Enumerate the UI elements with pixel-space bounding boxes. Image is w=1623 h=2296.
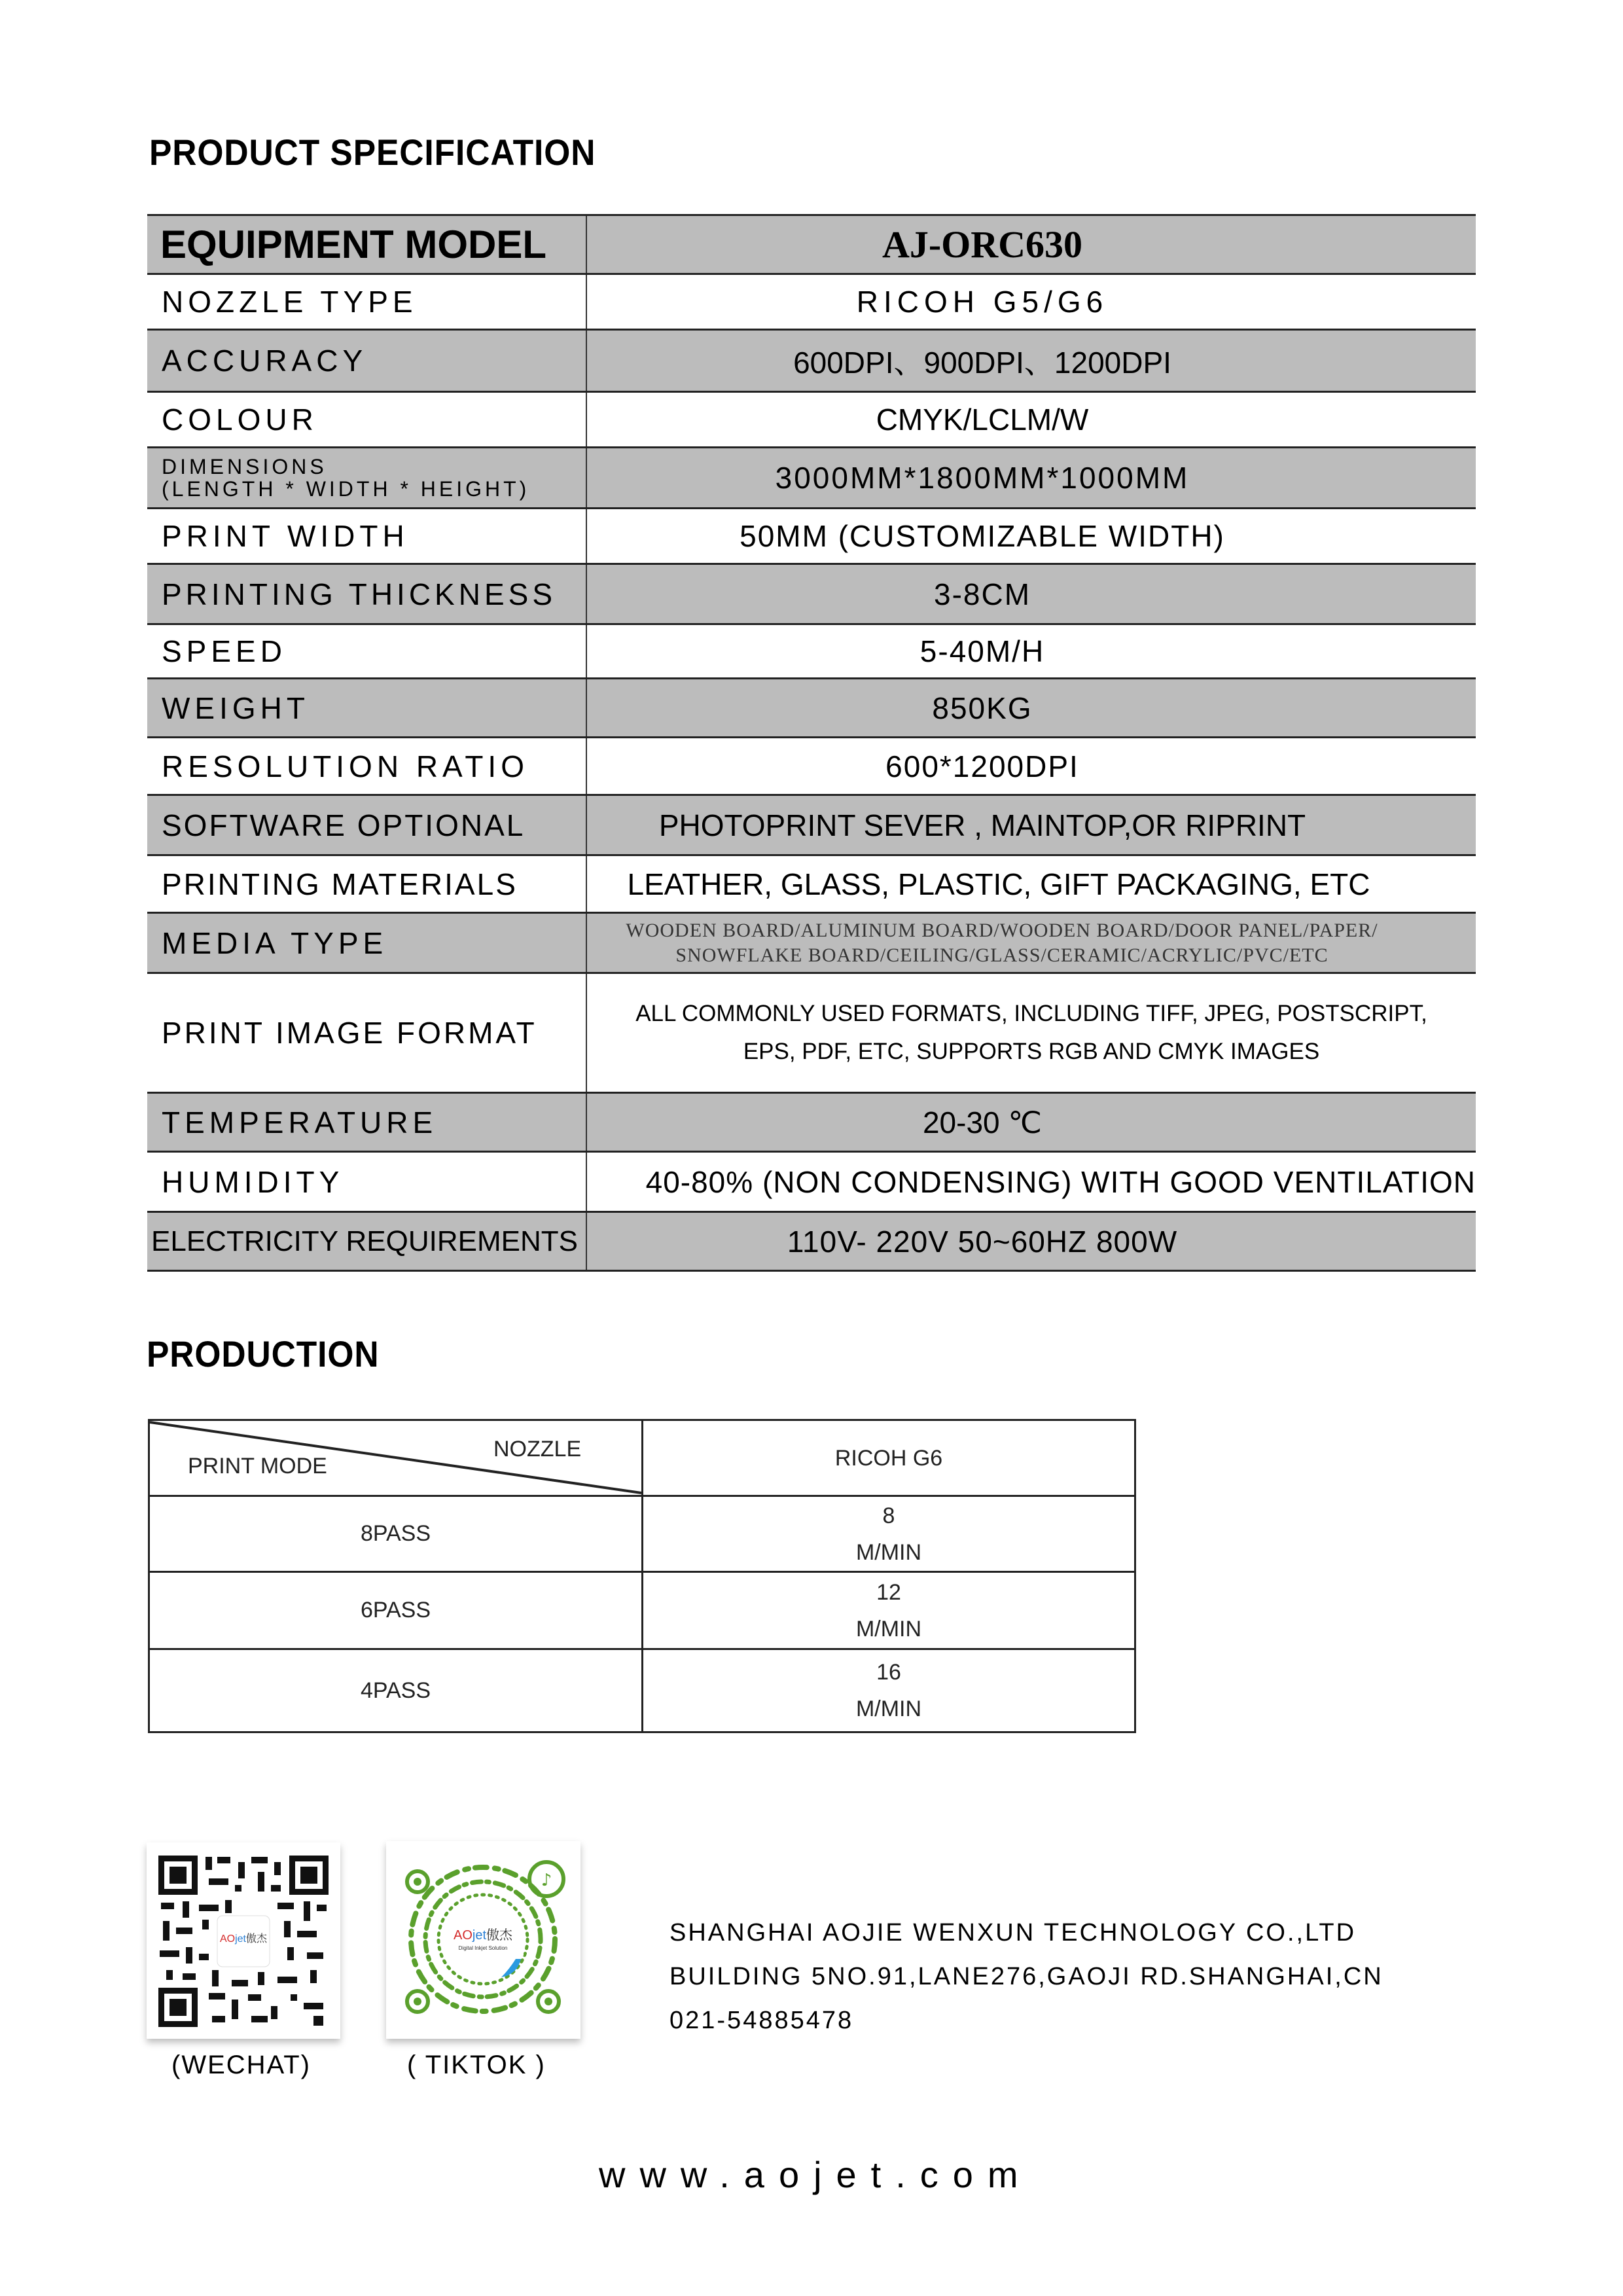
spec-value: [587, 914, 1476, 972]
company-name: SHANGHAI AOJIE WENXUN TECHNOLOGY CO.,LTD: [669, 1919, 1357, 1946]
spec-row-accuracy: [147, 331, 1476, 393]
print-speed: [643, 1573, 1134, 1648]
spec-value: 20-30 ℃: [922, 1105, 1043, 1139]
spec-value: 3-8CM: [933, 577, 1031, 611]
print-mode-header: PRINT MODE: [188, 1454, 327, 1479]
svg-text:AOjet傲杰: AOjet傲杰: [453, 1928, 513, 1943]
spec-value-line1: ALL COMMONLY USED FORMATS, INCLUDING TIFF, JPEG, POSTSCRIPT,: [635, 1001, 1427, 1026]
spec-row-media-type: [147, 914, 1476, 974]
spec-row-temperature: [147, 1094, 1476, 1153]
spec-label: PRINT IMAGE FORMAT: [147, 974, 587, 1092]
print-mode: 4PASS: [150, 1650, 643, 1731]
print-speed: [643, 1497, 1134, 1571]
spec-row-speed: [147, 625, 1476, 679]
spec-value: 40-80% (NON CONDENSING) WITH GOOD VENTILATION: [645, 1164, 1476, 1199]
spec-value: [587, 974, 1476, 1092]
spec-row-model: [147, 216, 1476, 275]
spec-label: [147, 448, 587, 507]
speed-unit: M/MIN: [855, 1696, 922, 1721]
spec-row-image-format: [147, 974, 1476, 1094]
spec-label: PRINTING THICKNESS: [147, 565, 587, 623]
spec-value: 3000MM*1800MM*1000MM: [775, 461, 1190, 495]
production-section-title: PRODUCTION: [147, 1333, 380, 1374]
spec-value: RICOH G5/G6: [856, 285, 1109, 319]
spec-label-line1: DIMENSIONS: [162, 455, 327, 478]
svg-text:♪: ♪: [541, 1871, 552, 1890]
speed-value: 16: [876, 1660, 901, 1685]
spec-row-print-width: [147, 509, 1476, 565]
production-row: [150, 1497, 1134, 1573]
spec-value-model: AJ-ORC630: [882, 223, 1083, 266]
spec-row-materials: [147, 856, 1476, 914]
spec-row-weight: [147, 679, 1476, 738]
print-mode: 6PASS: [150, 1573, 643, 1648]
spec-label: EQUIPMENT MODEL: [147, 216, 587, 273]
spec-label: SOFTWARE OPTIONAL: [147, 796, 587, 854]
speed-unit: M/MIN: [855, 1539, 922, 1565]
spec-value-line2: SNOWFLAKE BOARD/CEILING/GLASS/CERAMIC/ACRYLIC/PVC/ETC: [675, 944, 1329, 966]
tiktok-caption: ( TIKTOK ): [407, 2051, 546, 2079]
speed-unit: M/MIN: [855, 1616, 922, 1641]
spec-label: MEDIA TYPE: [147, 914, 587, 972]
spec-row-dimensions: [147, 448, 1476, 509]
tiktok-code-icon: [386, 1841, 580, 2039]
website-link[interactable]: www.aojet.com: [599, 2154, 1033, 2195]
spec-value: 850KG: [932, 691, 1033, 725]
production-table: [148, 1419, 1136, 1733]
spec-value-line2: EPS, PDF, ETC, SUPPORTS RGB AND CMYK IMAGES: [743, 1039, 1320, 1064]
tiktok-qr-code[interactable]: [386, 1841, 580, 2039]
production-corner-cell: [150, 1421, 643, 1495]
production-header-row: [150, 1421, 1134, 1497]
spec-row-humidity: [147, 1153, 1476, 1213]
nozzle-header: NOZZLE: [493, 1437, 582, 1462]
print-speed: [643, 1650, 1134, 1731]
qr-code-icon: [147, 1842, 340, 2039]
spec-label: PRINT WIDTH: [147, 509, 587, 563]
spec-value: CMYK/LCLM/W: [876, 403, 1089, 437]
spec-value: 5-40M/H: [919, 634, 1045, 668]
spec-row-resolution: [147, 738, 1476, 796]
spec-row-nozzle: [147, 275, 1476, 331]
spec-row-colour: [147, 393, 1476, 448]
spec-label: HUMIDITY: [147, 1153, 587, 1211]
company-phone[interactable]: 021-54885478: [669, 2007, 854, 2034]
spec-label: ELECTRICITY REQUIREMENTS: [147, 1213, 587, 1270]
spec-label: WEIGHT: [147, 679, 587, 736]
spec-value: LEATHER, GLASS, PLASTIC, GIFT PACKAGING, ETC: [627, 867, 1370, 901]
spec-value: 110V- 220V 50~60HZ 800W: [787, 1224, 1178, 1259]
spec-value-line1: WOODEN BOARD/ALUMINUM BOARD/WOODEN BOARD/DOOR PANEL/PAPER/: [626, 919, 1378, 941]
spec-label: TEMPERATURE: [147, 1094, 587, 1151]
nozzle-name-text: RICOH G6: [834, 1445, 943, 1471]
print-mode: 8PASS: [150, 1497, 643, 1571]
spec-value: 600*1200DPI: [885, 749, 1079, 783]
production-row: [150, 1573, 1134, 1650]
spec-row-software: [147, 796, 1476, 856]
spec-label: ACCURACY: [147, 331, 587, 391]
spec-label: NOZZLE TYPE: [147, 275, 587, 329]
company-address: BUILDING 5NO.91,LANE276,GAOJI RD.SHANGHAI,CN: [669, 1963, 1383, 1990]
spec-value: 600DPI、900DPI、1200DPI: [793, 346, 1171, 380]
spec-label: RESOLUTION RATIO: [147, 738, 587, 794]
company-info: [669, 1911, 1383, 2043]
svg-text:AOjet傲杰: AOjet傲杰: [219, 1933, 268, 1945]
spec-section-title: PRODUCT SPECIFICATION: [149, 132, 596, 173]
spec-label: SPEED: [147, 625, 587, 677]
spec-value: PHOTOPRINT SEVER , MAINTOP,OR RIPRINT: [658, 808, 1306, 842]
spec-row-electricity: [147, 1213, 1476, 1272]
production-row: [150, 1650, 1134, 1731]
spec-table: [147, 214, 1476, 1272]
spec-row-thickness: [147, 565, 1476, 625]
spec-value: 50MM (CUSTOMIZABLE WIDTH): [740, 519, 1225, 553]
nozzle-name: [643, 1421, 1134, 1495]
svg-text:Digital Inkjet Solution: Digital Inkjet Solution: [458, 1945, 508, 1951]
spec-label: COLOUR: [147, 393, 587, 446]
wechat-caption: (WECHAT): [171, 2051, 311, 2079]
speed-value: 8: [882, 1503, 895, 1528]
wechat-qr-code[interactable]: [147, 1842, 340, 2039]
spec-label: PRINTING MATERIALS: [147, 856, 587, 912]
spec-label-line2: (LENGTH * WIDTH * HEIGHT): [162, 477, 530, 501]
speed-value: 12: [876, 1579, 901, 1605]
